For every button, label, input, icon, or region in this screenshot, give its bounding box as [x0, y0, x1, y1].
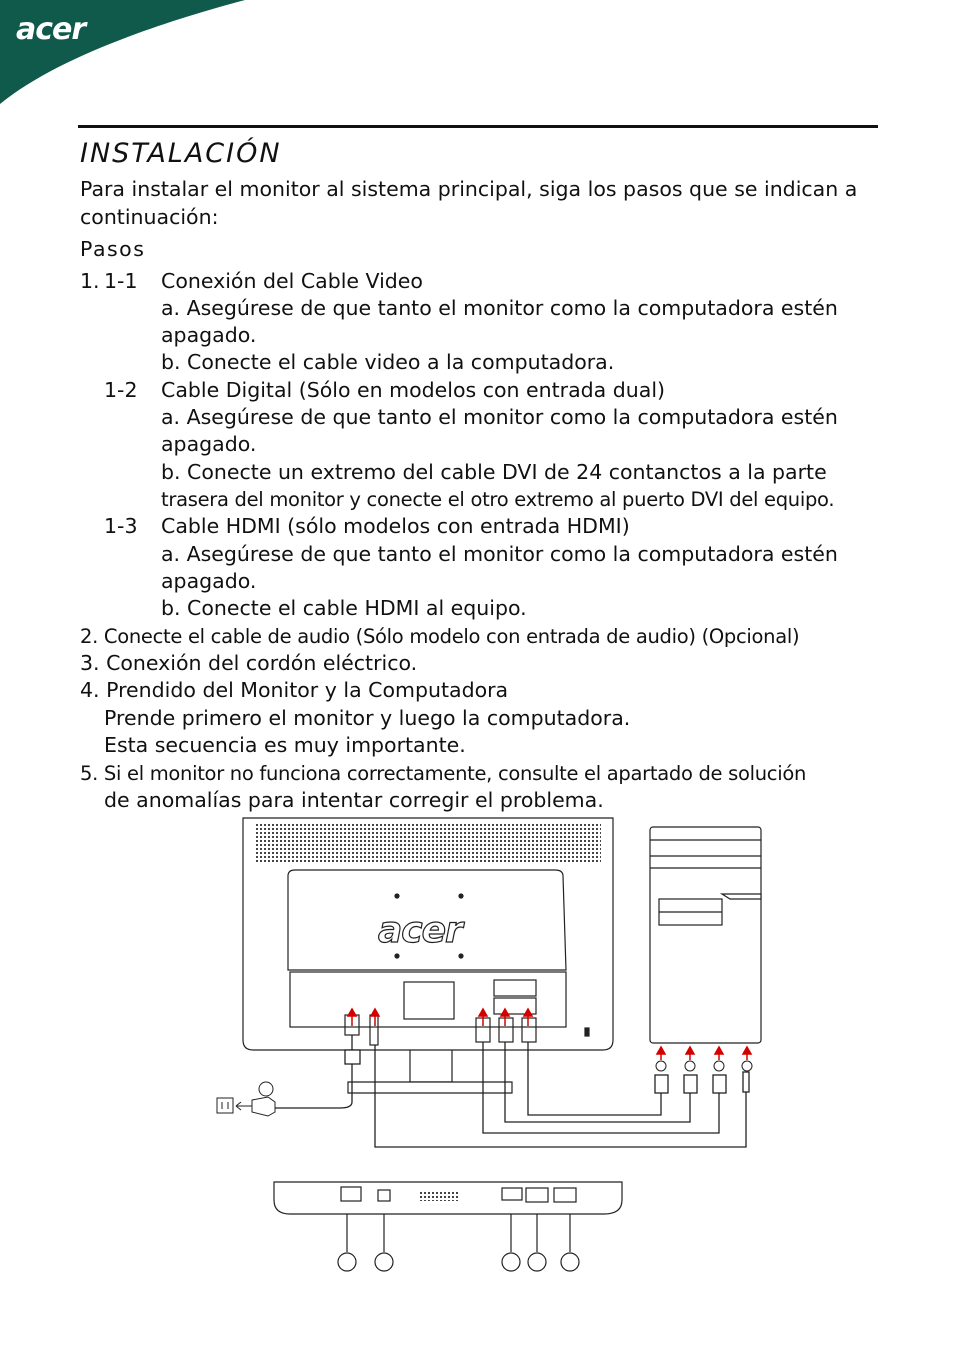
substep-1-2-a: a. Asegúrese de que tanto el monitor como la computadora estén — [161, 405, 838, 429]
connector-panel — [274, 1182, 622, 1271]
substep-1-2-b: b. Conecte un extremo del cable DVI de 24 contanctos a la parte — [161, 460, 827, 484]
substep-1-3-b: b. Conecte el cable HDMI al equipo. — [161, 596, 527, 620]
step-4-title: 4. Prendido del Monitor y la Computadora — [80, 678, 509, 702]
substep-1-1-id: 1-1 — [104, 269, 138, 293]
intro-line-2: continuación: — [80, 205, 219, 229]
step-4-line-1: Prende primero el monitor y luego la computadora. — [104, 706, 631, 730]
substep-1-2-b-cont: trasera del monitor y conecte el otro extremo al puerto DVI del equipo. — [161, 488, 835, 511]
step-3: 3. Conexión del cordón eléctrico. — [80, 651, 418, 675]
substep-1-1-a-cont: apagado. — [161, 323, 257, 347]
step-1-number: 1. — [80, 269, 100, 293]
power-plug — [217, 1082, 275, 1116]
page-title: INSTALACIÓN — [80, 138, 282, 169]
substep-1-3-title: Cable HDMI (sólo modelos con entrada HDMI) — [161, 514, 630, 538]
pc-port-arrows — [657, 1047, 751, 1060]
substep-1-2-a-cont: apagado. — [161, 432, 257, 456]
pc-tower — [650, 827, 761, 1043]
substep-1-1-a: a. Asegúrese de que tanto el monitor como la computadora estén — [161, 296, 838, 320]
steps-label: Pasos — [80, 237, 146, 261]
step-5-line-1: 5. Si el monitor no funciona correctamente, consulte el apartado de solución — [80, 762, 807, 785]
monitor-logo: acer — [378, 910, 462, 951]
step-4-line-2: Esta secuencia es muy importante. — [104, 733, 466, 757]
substep-1-3-id: 1-3 — [104, 514, 138, 538]
substep-1-3-a: a. Asegúrese de que tanto el monitor como la computadora estén — [161, 542, 838, 566]
step-2: 2. Conecte el cable de audio (Sólo modelo con entrada de audio) (Opcional) — [80, 625, 800, 648]
monitor-back — [243, 818, 613, 1093]
substep-1-1-title: Conexión del Cable Video — [161, 269, 423, 293]
substep-1-2-title: Cable Digital (Sólo en modelos con entrada dual) — [161, 378, 666, 402]
substep-1-1-b: b. Conecte el cable video a la computadora. — [161, 350, 615, 374]
intro-line-1: Para instalar el monitor al sistema principal, siga los pasos que se indican a — [80, 177, 858, 201]
substep-1-2-id: 1-2 — [104, 378, 138, 402]
acer-logo: acer — [16, 12, 86, 47]
step-5-line-2: de anomalías para intentar corregir el problema. — [104, 788, 604, 812]
substep-1-3-a-cont: apagado. — [161, 569, 257, 593]
pc-port-circles — [656, 1061, 752, 1071]
